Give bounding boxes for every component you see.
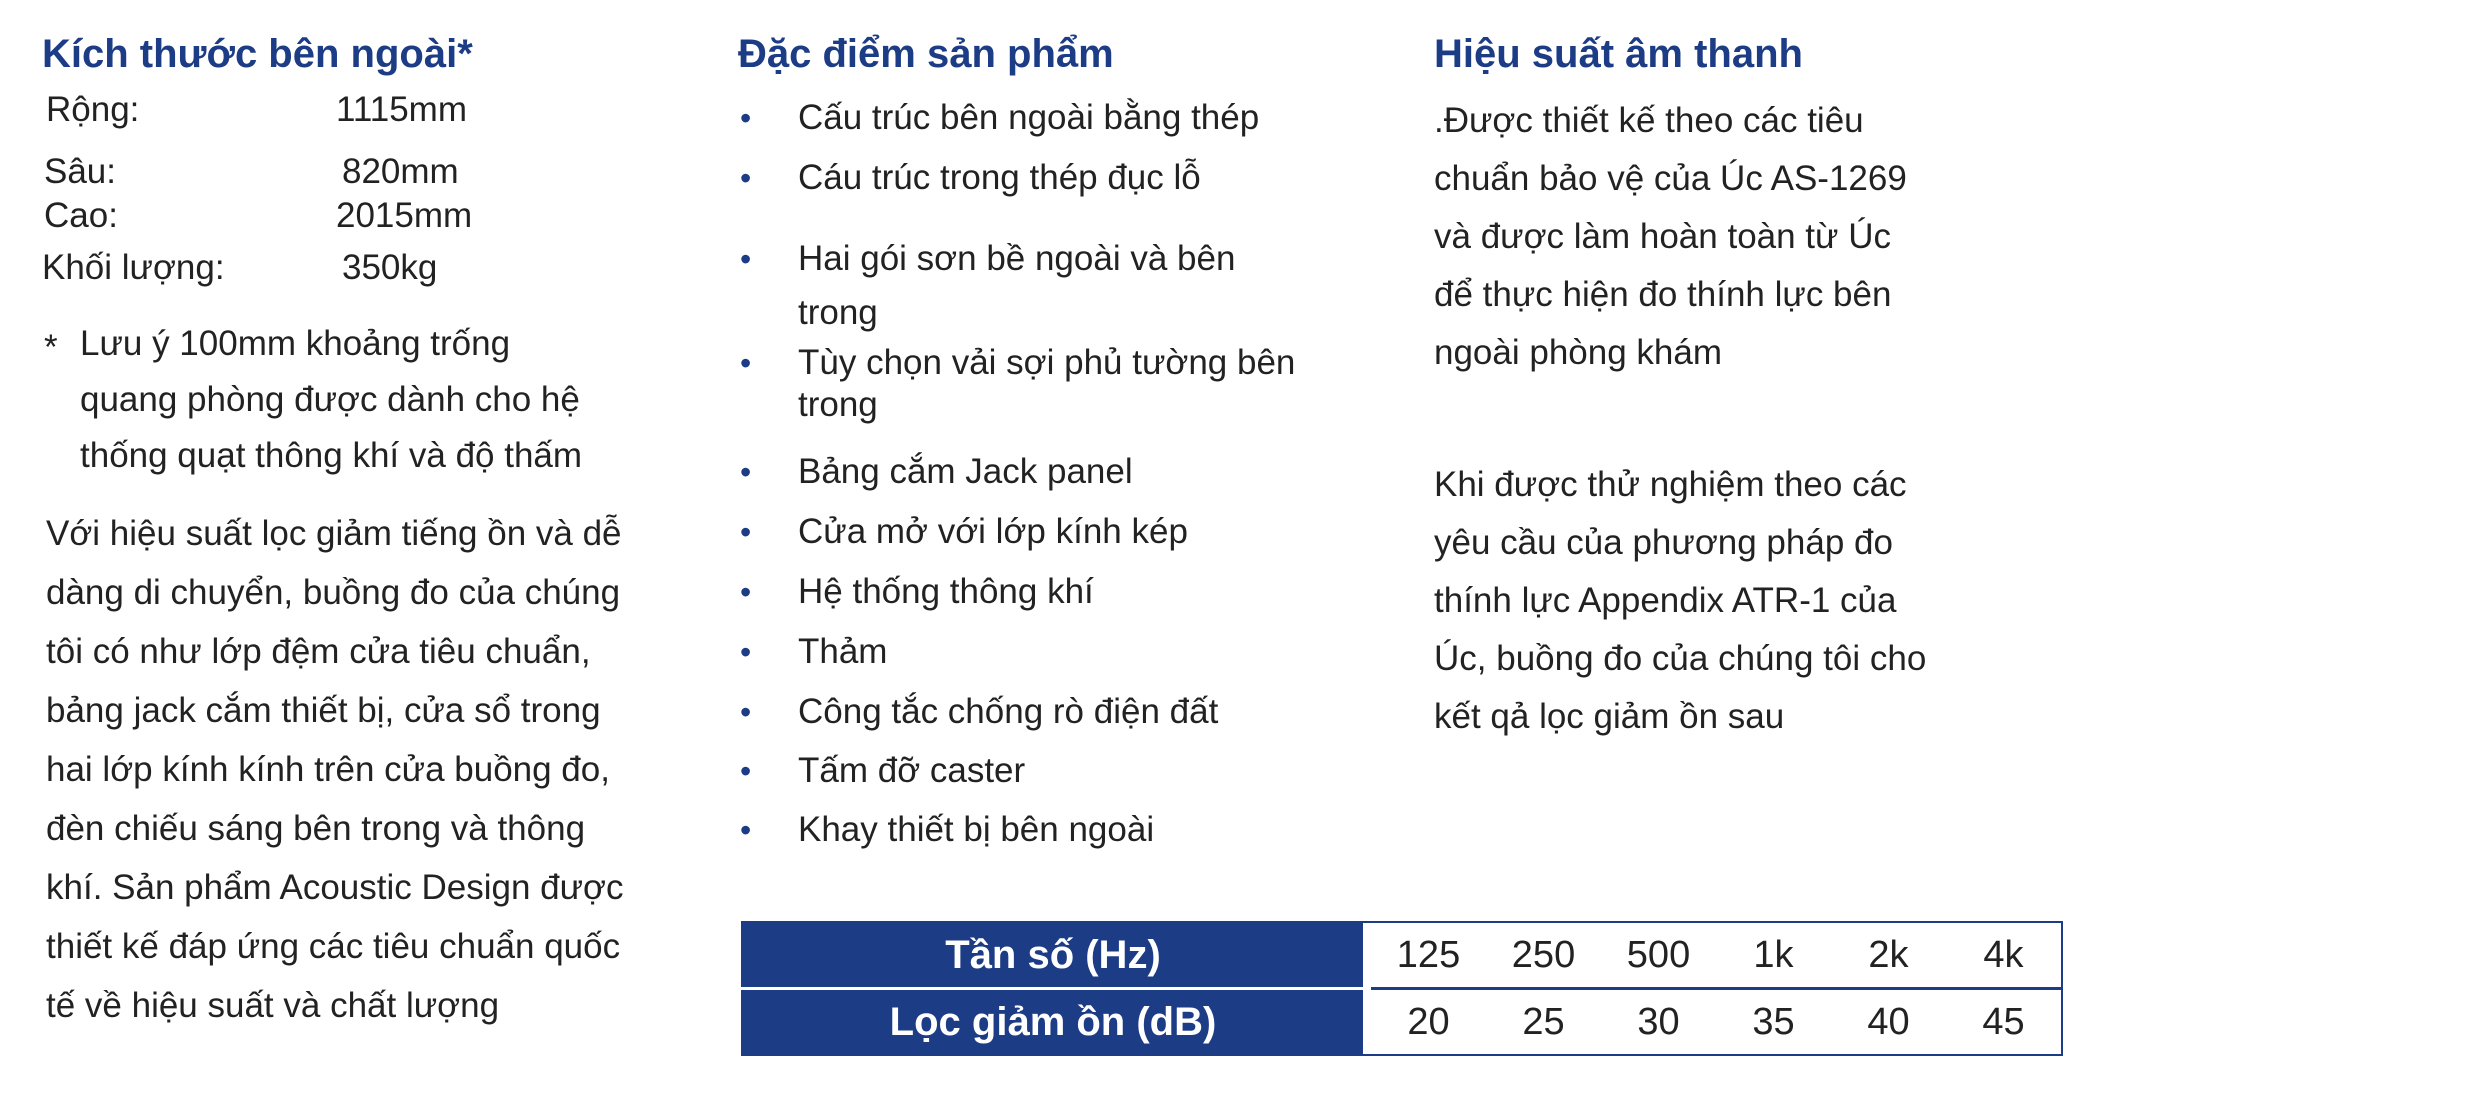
note-line: Lưu ý 100mm khoảng trống [80,324,511,363]
performance-line: để thực hiện đo thính lực bên [1434,275,1892,314]
performance-line: thính lực Appendix ATR-1 của [1434,581,1897,620]
feature-item [740,512,1188,552]
attenuation-cell: 30 [1637,1000,1680,1043]
feature-text: Khay thiết bị bên ngoài [798,810,1155,849]
feature-item [740,98,1260,138]
frequency-header: Tần số (Hz) [742,922,1363,989]
feature-text: Hai gói sơn bề ngoài và bên [798,239,1236,278]
bullet-icon: • [740,160,752,196]
description-line: thiết kế đáp ứng các tiêu chuẩn quốc [46,927,621,966]
description-line: Với hiệu suất lọc giảm tiếng ồn và dễ [46,514,622,553]
attenuation-table [741,921,2063,1056]
attenuation-cell: 40 [1867,1000,1910,1043]
bullet-icon: • [740,694,752,730]
bullet-icon: • [740,753,752,789]
description-line: tế về hiệu suất và chất lượng [46,986,500,1025]
note-line: quang phòng được dành cho hệ [80,380,580,419]
description-line: tôi có như lớp đệm cửa tiêu chuẩn, [46,632,591,671]
frequency-cell: 250 [1486,922,1601,989]
attenuation-row [742,989,2062,1056]
feature-item [740,632,888,672]
feature-item [740,452,1133,492]
frequency-cell: 2k [1831,922,1946,989]
feature-text: Công tắc chống rò điện đất [798,692,1219,731]
performance-line: kết qả lọc giảm ồn sau [1434,697,1785,736]
bullet-icon: • [740,634,752,670]
performance-line: yêu cầu của phương pháp đo [1434,523,1893,562]
feature-item [740,342,1296,426]
description-line: dàng di chuyển, buồng đo của chúng [46,573,621,612]
performance-line: Úc, buồng đo của chúng tôi cho [1434,639,1927,678]
frequency-cell: 125 [1371,922,1486,989]
dim-label-depth: Sâu: [44,152,116,191]
table-spacer [1363,922,1371,989]
dim-value-width: 1115mm [336,90,467,129]
feature-item [740,158,1201,198]
dim-label-height: Cao: [44,196,118,235]
feature-text: Cửa mở với lớp kính kép [798,512,1188,551]
bullet-icon: • [740,454,752,490]
bullet-icon: • [740,574,752,610]
description-line: hai lớp kính kính trên cửa buồng đo, [46,750,610,789]
feature-item [740,751,1026,791]
feature-item [740,810,1155,850]
dimension-note [80,316,582,484]
dim-label-width: Rộng: [46,90,140,129]
frequency-row [742,922,2062,989]
dim-label-weight: Khối lượng: [42,248,225,287]
bullet-icon: • [740,100,752,136]
table-spacer [1363,989,1371,1056]
attenuation-cell: 20 [1407,1000,1450,1043]
dim-value-weight: 350kg [342,248,438,287]
feature-text: Bảng cắm Jack panel [798,452,1133,491]
description-line: bảng jack cắm thiết bị, cửa sổ trong [46,691,601,730]
bullet-icon: • [740,345,752,381]
frequency-cell: 500 [1601,922,1716,989]
feature-text: trong [798,385,878,424]
performance-line: và được làm hoàn toàn từ Úc [1434,217,1891,256]
feature-text: Thảm [798,632,888,671]
performance-paragraph-2 [1434,456,1926,746]
description-line: khí. Sản phẩm Acoustic Design được [46,868,624,907]
performance-title: Hiệu suất âm thanh [1434,32,1803,76]
note-asterisk: * [44,328,58,367]
feature-item [740,572,1094,612]
performance-line: chuẩn bảo vệ của Úc AS-1269 [1434,159,1907,198]
features-title: Đặc điểm sản phẩm [738,32,1114,76]
feature-item [740,232,1236,340]
performance-line: Khi được thử nghiệm theo các [1434,465,1907,504]
dim-value-height: 2015mm [336,196,473,235]
performance-line: .Được thiết kế theo các tiêu [1434,101,1864,140]
dimensions-title: Kích thước bên ngoài* [42,32,473,76]
attenuation-cell: 25 [1522,1000,1565,1043]
feature-text: Tùy chọn vải sợi phủ tường bên [798,343,1296,382]
feature-item [740,692,1219,732]
description-line: đèn chiếu sáng bên trong và thông [46,809,586,848]
attenuation-cell: 35 [1752,1000,1795,1043]
bullet-icon: • [740,514,752,550]
feature-text: Hệ thống thông khí [798,572,1094,611]
performance-line: ngoài phòng khám [1434,333,1722,372]
attenuation-header: Lọc giảm ồn (dB) [742,989,1363,1056]
frequency-cell: 4k [1946,922,2062,989]
performance-paragraph-1 [1434,92,1907,382]
bullet-icon: • [740,241,752,277]
feature-text: Cáu trúc trong thép đục lỗ [798,158,1201,197]
description-paragraph [46,504,624,1035]
note-line: thống quạt thông khí và độ thấm [80,436,583,475]
feature-text: trong [798,293,878,332]
frequency-cell: 1k [1716,922,1831,989]
dim-value-depth: 820mm [342,152,459,191]
feature-text: Cấu trúc bên ngoài bằng thép [798,98,1260,137]
attenuation-cell: 45 [1982,1000,2025,1043]
bullet-icon: • [740,812,752,848]
feature-text: Tấm đỡ caster [798,751,1026,790]
